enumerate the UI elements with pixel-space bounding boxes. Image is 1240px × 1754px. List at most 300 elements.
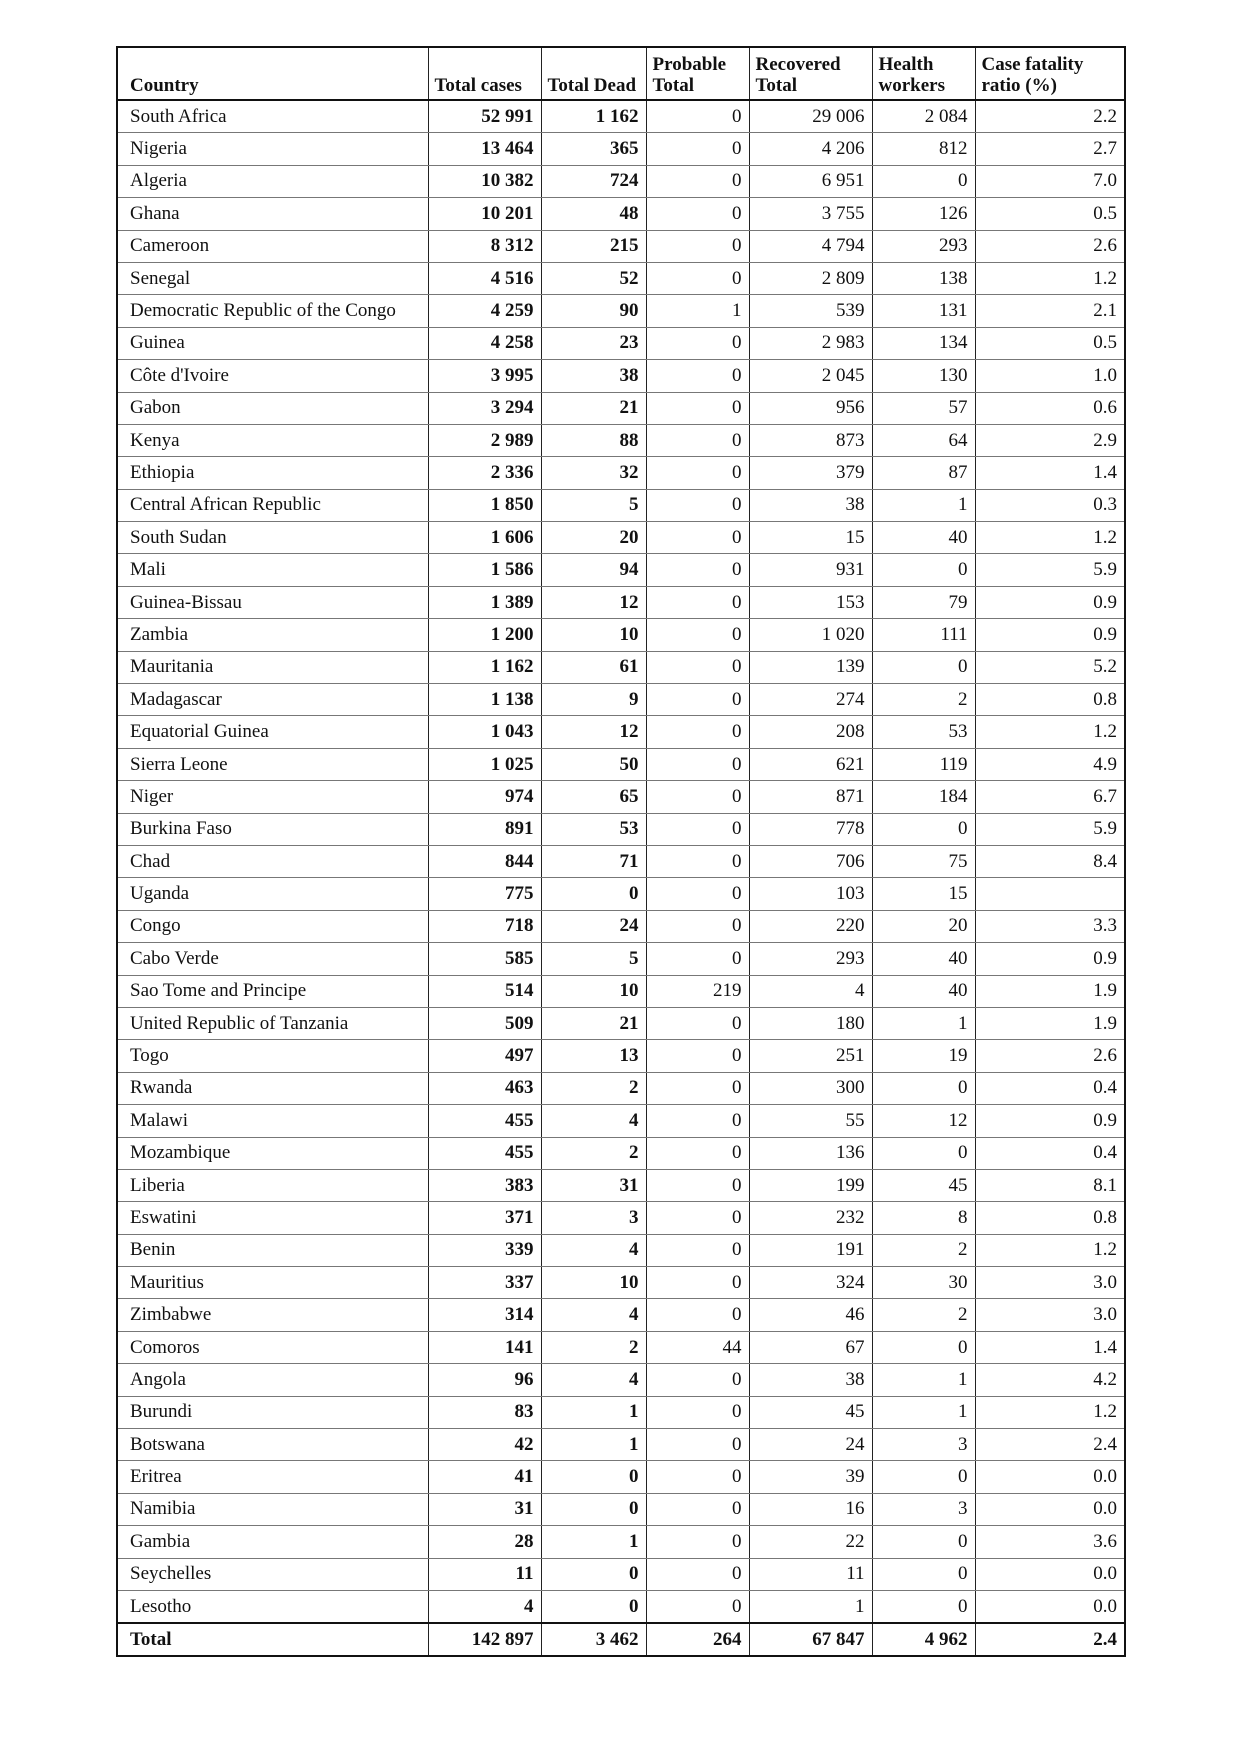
health-workers-cell: 138 [872, 262, 975, 294]
country-cell: Malawi [117, 1105, 428, 1137]
total-cases-cell: 974 [428, 781, 541, 813]
case-fatality-cell: 2.6 [975, 230, 1125, 262]
total-dead-cell: 71 [541, 845, 646, 877]
country-cell: Comoros [117, 1331, 428, 1363]
table-row [117, 651, 1125, 683]
case-fatality-cell: 1.4 [975, 457, 1125, 489]
table-row [117, 1429, 1125, 1461]
total-dead-cell: 2 [541, 1137, 646, 1169]
total-cases-cell: 718 [428, 910, 541, 942]
health-workers-cell: 293 [872, 230, 975, 262]
case-fatality-cell: 0.9 [975, 943, 1125, 975]
total-dead-cell: 61 [541, 651, 646, 683]
probable-total-cell: 0 [646, 262, 749, 294]
case-fatality-cell: 2.4 [975, 1429, 1125, 1461]
recovered-total-cell: 873 [749, 424, 872, 456]
total-dead-cell: 48 [541, 198, 646, 230]
country-cell: Botswana [117, 1429, 428, 1461]
total-cases-cell: 4 [428, 1590, 541, 1623]
total-cases-cell: 31 [428, 1493, 541, 1525]
health-workers-cell: 0 [872, 1558, 975, 1590]
recovered-total-cell: 220 [749, 910, 872, 942]
total-cases-cell: 339 [428, 1234, 541, 1266]
total-dead-value: 3 462 [541, 1623, 646, 1656]
recovered-total-cell: 324 [749, 1267, 872, 1299]
health-workers-cell: 20 [872, 910, 975, 942]
health-workers-cell: 2 [872, 1299, 975, 1331]
probable-total-cell: 0 [646, 910, 749, 942]
recovered-total-cell: 38 [749, 1364, 872, 1396]
recovered-total-cell: 39 [749, 1461, 872, 1493]
health-workers-cell: 53 [872, 716, 975, 748]
country-cell: Eswatini [117, 1202, 428, 1234]
country-cell: Guinea [117, 327, 428, 359]
health-workers-cell: 130 [872, 360, 975, 392]
header-case-fatality-ratio: Case fatality ratio (%) [975, 47, 1125, 100]
table-row [117, 198, 1125, 230]
country-cell: Mauritius [117, 1267, 428, 1299]
recovered-total-cell: 45 [749, 1396, 872, 1428]
case-fatality-cell: 0.9 [975, 586, 1125, 618]
header-country: Country [117, 47, 428, 100]
total-recovered-value: 67 847 [749, 1623, 872, 1656]
country-cell: Central African Republic [117, 489, 428, 521]
table-row [117, 878, 1125, 910]
probable-total-cell: 0 [646, 1234, 749, 1266]
table-row [117, 1558, 1125, 1590]
total-cases-cell: 52 991 [428, 100, 541, 133]
total-dead-cell: 5 [541, 943, 646, 975]
table-row [117, 943, 1125, 975]
recovered-total-cell: 956 [749, 392, 872, 424]
total-dead-cell: 1 [541, 1429, 646, 1461]
country-cell: Angola [117, 1364, 428, 1396]
total-dead-cell: 4 [541, 1364, 646, 1396]
recovered-total-cell: 191 [749, 1234, 872, 1266]
country-cell: Zimbabwe [117, 1299, 428, 1331]
total-label: Total [117, 1623, 428, 1656]
recovered-total-cell: 22 [749, 1526, 872, 1558]
health-workers-cell: 0 [872, 1137, 975, 1169]
table-row [117, 457, 1125, 489]
table-row [117, 1331, 1125, 1363]
health-workers-cell: 64 [872, 424, 975, 456]
probable-total-cell: 0 [646, 943, 749, 975]
total-dead-cell: 2 [541, 1072, 646, 1104]
total-cases-cell: 8 312 [428, 230, 541, 262]
health-workers-cell: 87 [872, 457, 975, 489]
recovered-total-cell: 293 [749, 943, 872, 975]
health-workers-cell: 184 [872, 781, 975, 813]
total-dead-cell: 0 [541, 1493, 646, 1525]
case-fatality-cell: 3.0 [975, 1299, 1125, 1331]
country-cell: United Republic of Tanzania [117, 1007, 428, 1039]
country-cell: Burundi [117, 1396, 428, 1428]
total-dead-cell: 4 [541, 1105, 646, 1137]
total-dead-cell: 1 [541, 1526, 646, 1558]
table-header [117, 47, 1125, 100]
recovered-total-cell: 16 [749, 1493, 872, 1525]
total-cases-cell: 455 [428, 1137, 541, 1169]
total-cases-cell: 497 [428, 1040, 541, 1072]
recovered-total-cell: 4 [749, 975, 872, 1007]
table-row [117, 100, 1125, 133]
recovered-total-cell: 778 [749, 813, 872, 845]
total-cases-cell: 28 [428, 1526, 541, 1558]
probable-total-cell: 0 [646, 327, 749, 359]
total-dead-cell: 1 [541, 1396, 646, 1428]
health-workers-cell: 57 [872, 392, 975, 424]
case-fatality-cell: 0.4 [975, 1137, 1125, 1169]
health-workers-cell: 0 [872, 1461, 975, 1493]
total-dead-cell: 88 [541, 424, 646, 456]
country-cell: South Africa [117, 100, 428, 133]
case-fatality-cell: 0.0 [975, 1461, 1125, 1493]
probable-total-cell: 0 [646, 1040, 749, 1072]
table-row [117, 392, 1125, 424]
country-cell: Sao Tome and Principe [117, 975, 428, 1007]
probable-total-cell: 0 [646, 878, 749, 910]
table-row [117, 489, 1125, 521]
health-workers-cell: 15 [872, 878, 975, 910]
total-dead-cell: 4 [541, 1234, 646, 1266]
total-cases-cell: 3 995 [428, 360, 541, 392]
recovered-total-cell: 931 [749, 554, 872, 586]
table-row [117, 1169, 1125, 1201]
document-page [116, 46, 1124, 1657]
case-fatality-cell: 2.9 [975, 424, 1125, 456]
total-dead-cell: 10 [541, 975, 646, 1007]
total-case-fatality-value: 2.4 [975, 1623, 1125, 1656]
probable-total-cell: 0 [646, 489, 749, 521]
probable-total-cell: 0 [646, 1590, 749, 1623]
total-dead-cell: 50 [541, 748, 646, 780]
country-cell: Mozambique [117, 1137, 428, 1169]
table-row [117, 327, 1125, 359]
health-workers-cell: 45 [872, 1169, 975, 1201]
total-dead-cell: 23 [541, 327, 646, 359]
total-dead-cell: 2 [541, 1331, 646, 1363]
health-workers-cell: 0 [872, 554, 975, 586]
table-row [117, 1040, 1125, 1072]
total-cases-cell: 775 [428, 878, 541, 910]
probable-total-cell: 0 [646, 1493, 749, 1525]
total-dead-cell: 13 [541, 1040, 646, 1072]
country-cell: Gambia [117, 1526, 428, 1558]
case-fatality-cell: 2.7 [975, 133, 1125, 165]
probable-total-cell: 0 [646, 1007, 749, 1039]
country-cell: Madagascar [117, 684, 428, 716]
total-dead-cell: 1 162 [541, 100, 646, 133]
country-cell: South Sudan [117, 522, 428, 554]
total-dead-cell: 12 [541, 586, 646, 618]
recovered-total-cell: 621 [749, 748, 872, 780]
recovered-total-cell: 136 [749, 1137, 872, 1169]
table-row [117, 522, 1125, 554]
health-workers-cell: 0 [872, 813, 975, 845]
total-cases-cell: 514 [428, 975, 541, 1007]
recovered-total-cell: 24 [749, 1429, 872, 1461]
total-cases-cell: 1 025 [428, 748, 541, 780]
health-workers-cell: 40 [872, 943, 975, 975]
recovered-total-cell: 274 [749, 684, 872, 716]
health-workers-cell: 2 084 [872, 100, 975, 133]
case-fatality-cell: 2.2 [975, 100, 1125, 133]
probable-total-cell: 0 [646, 198, 749, 230]
case-fatality-cell: 0.6 [975, 392, 1125, 424]
country-cell: Eritrea [117, 1461, 428, 1493]
table-row [117, 619, 1125, 651]
table-row [117, 1461, 1125, 1493]
total-dead-cell: 31 [541, 1169, 646, 1201]
total-cases-cell: 337 [428, 1267, 541, 1299]
probable-total-cell: 0 [646, 1105, 749, 1137]
table-row [117, 586, 1125, 618]
recovered-total-cell: 2 045 [749, 360, 872, 392]
recovered-total-cell: 1 [749, 1590, 872, 1623]
covid-cases-table [116, 46, 1126, 1657]
table-row [117, 716, 1125, 748]
total-cases-cell: 83 [428, 1396, 541, 1428]
total-cases-cell: 10 201 [428, 198, 541, 230]
total-cases-cell: 371 [428, 1202, 541, 1234]
total-cases-cell: 4 258 [428, 327, 541, 359]
country-cell: Liberia [117, 1169, 428, 1201]
country-cell: Senegal [117, 262, 428, 294]
case-fatality-cell: 2.1 [975, 295, 1125, 327]
case-fatality-cell: 0.4 [975, 1072, 1125, 1104]
table-row [117, 1072, 1125, 1104]
case-fatality-cell: 0.3 [975, 489, 1125, 521]
table-row [117, 1299, 1125, 1331]
table-body [117, 100, 1125, 1623]
recovered-total-cell: 6 951 [749, 165, 872, 197]
recovered-total-cell: 29 006 [749, 100, 872, 133]
probable-total-cell: 0 [646, 1364, 749, 1396]
table-row [117, 748, 1125, 780]
header-recovered-total: Recovered Total [749, 47, 872, 100]
recovered-total-cell: 232 [749, 1202, 872, 1234]
country-cell: Sierra Leone [117, 748, 428, 780]
country-cell: Gabon [117, 392, 428, 424]
total-cases-cell: 383 [428, 1169, 541, 1201]
table-row [117, 262, 1125, 294]
probable-total-cell: 44 [646, 1331, 749, 1363]
total-cases-cell: 4 516 [428, 262, 541, 294]
total-cases-cell: 1 138 [428, 684, 541, 716]
health-workers-cell: 131 [872, 295, 975, 327]
health-workers-cell: 0 [872, 1526, 975, 1558]
recovered-total-cell: 38 [749, 489, 872, 521]
total-row [117, 1623, 1125, 1656]
table-row [117, 554, 1125, 586]
table-row [117, 975, 1125, 1007]
total-dead-cell: 0 [541, 1461, 646, 1493]
health-workers-cell: 1 [872, 1007, 975, 1039]
probable-total-cell: 0 [646, 1396, 749, 1428]
total-cases-cell: 4 259 [428, 295, 541, 327]
total-cases-cell: 509 [428, 1007, 541, 1039]
probable-total-cell: 0 [646, 522, 749, 554]
health-workers-cell: 8 [872, 1202, 975, 1234]
probable-total-cell: 0 [646, 1137, 749, 1169]
health-workers-cell: 0 [872, 651, 975, 683]
country-cell: Ethiopia [117, 457, 428, 489]
total-cases-cell: 1 200 [428, 619, 541, 651]
health-workers-cell: 40 [872, 522, 975, 554]
total-dead-cell: 215 [541, 230, 646, 262]
table-row [117, 133, 1125, 165]
health-workers-cell: 2 [872, 1234, 975, 1266]
case-fatality-cell: 3.6 [975, 1526, 1125, 1558]
health-workers-cell: 126 [872, 198, 975, 230]
total-cases-cell: 10 382 [428, 165, 541, 197]
recovered-total-cell: 180 [749, 1007, 872, 1039]
probable-total-cell: 0 [646, 1202, 749, 1234]
total-dead-cell: 90 [541, 295, 646, 327]
case-fatality-cell: 0.5 [975, 327, 1125, 359]
country-cell: Ghana [117, 198, 428, 230]
health-workers-cell: 1 [872, 1396, 975, 1428]
header-row [117, 47, 1125, 100]
total-dead-cell: 10 [541, 1267, 646, 1299]
probable-total-cell: 0 [646, 1299, 749, 1331]
probable-total-cell: 0 [646, 230, 749, 262]
probable-total-cell: 0 [646, 845, 749, 877]
total-cases-value: 142 897 [428, 1623, 541, 1656]
probable-total-cell: 0 [646, 1072, 749, 1104]
recovered-total-cell: 153 [749, 586, 872, 618]
case-fatality-cell: 0.9 [975, 1105, 1125, 1137]
country-cell: Nigeria [117, 133, 428, 165]
recovered-total-cell: 139 [749, 651, 872, 683]
country-cell: Mauritania [117, 651, 428, 683]
country-cell: Burkina Faso [117, 813, 428, 845]
case-fatality-cell: 0.8 [975, 1202, 1125, 1234]
total-cases-cell: 463 [428, 1072, 541, 1104]
total-dead-cell: 9 [541, 684, 646, 716]
total-dead-cell: 38 [541, 360, 646, 392]
recovered-total-cell: 2 809 [749, 262, 872, 294]
table-row [117, 295, 1125, 327]
probable-total-cell: 0 [646, 1526, 749, 1558]
case-fatality-cell: 0.8 [975, 684, 1125, 716]
country-cell: Rwanda [117, 1072, 428, 1104]
probable-total-cell: 0 [646, 716, 749, 748]
case-fatality-cell: 5.9 [975, 554, 1125, 586]
recovered-total-cell: 539 [749, 295, 872, 327]
total-dead-cell: 0 [541, 878, 646, 910]
header-health-workers: Health workers [872, 47, 975, 100]
total-cases-cell: 1 043 [428, 716, 541, 748]
total-dead-cell: 365 [541, 133, 646, 165]
health-workers-cell: 0 [872, 1072, 975, 1104]
total-health-workers-value: 4 962 [872, 1623, 975, 1656]
total-cases-cell: 11 [428, 1558, 541, 1590]
table-row [117, 1234, 1125, 1266]
case-fatality-cell: 8.1 [975, 1169, 1125, 1201]
country-cell: Equatorial Guinea [117, 716, 428, 748]
probable-total-cell: 0 [646, 424, 749, 456]
total-cases-cell: 3 294 [428, 392, 541, 424]
table-row [117, 813, 1125, 845]
recovered-total-cell: 706 [749, 845, 872, 877]
health-workers-cell: 111 [872, 619, 975, 651]
case-fatality-cell: 1.2 [975, 522, 1125, 554]
table-row [117, 1137, 1125, 1169]
case-fatality-cell: 1.2 [975, 1396, 1125, 1428]
total-cases-cell: 41 [428, 1461, 541, 1493]
health-workers-cell: 812 [872, 133, 975, 165]
case-fatality-cell: 0.5 [975, 198, 1125, 230]
country-cell: Côte d'Ivoire [117, 360, 428, 392]
case-fatality-cell: 7.0 [975, 165, 1125, 197]
health-workers-cell: 40 [872, 975, 975, 1007]
case-fatality-cell: 0.0 [975, 1590, 1125, 1623]
total-cases-cell: 96 [428, 1364, 541, 1396]
table-footer [117, 1623, 1125, 1656]
case-fatality-cell: 1.0 [975, 360, 1125, 392]
total-dead-cell: 21 [541, 1007, 646, 1039]
probable-total-cell: 0 [646, 165, 749, 197]
table-row [117, 781, 1125, 813]
recovered-total-cell: 251 [749, 1040, 872, 1072]
health-workers-cell: 1 [872, 1364, 975, 1396]
table-row [117, 1396, 1125, 1428]
total-dead-cell: 24 [541, 910, 646, 942]
probable-total-cell: 0 [646, 684, 749, 716]
table-row [117, 684, 1125, 716]
country-cell: Cabo Verde [117, 943, 428, 975]
country-cell: Cameroon [117, 230, 428, 262]
probable-total-cell: 0 [646, 1429, 749, 1461]
health-workers-cell: 75 [872, 845, 975, 877]
recovered-total-cell: 2 983 [749, 327, 872, 359]
recovered-total-cell: 4 206 [749, 133, 872, 165]
total-probable-value: 264 [646, 1623, 749, 1656]
country-cell: Chad [117, 845, 428, 877]
health-workers-cell: 1 [872, 489, 975, 521]
total-dead-cell: 32 [541, 457, 646, 489]
probable-total-cell: 0 [646, 1461, 749, 1493]
probable-total-cell: 0 [646, 554, 749, 586]
country-cell: Democratic Republic of the Congo [117, 295, 428, 327]
case-fatality-cell: 1.4 [975, 1331, 1125, 1363]
total-dead-cell: 94 [541, 554, 646, 586]
country-cell: Algeria [117, 165, 428, 197]
table-row [117, 1105, 1125, 1137]
health-workers-cell: 134 [872, 327, 975, 359]
country-cell: Uganda [117, 878, 428, 910]
recovered-total-cell: 55 [749, 1105, 872, 1137]
total-cases-cell: 844 [428, 845, 541, 877]
header-total-dead: Total Dead [541, 47, 646, 100]
total-cases-cell: 13 464 [428, 133, 541, 165]
total-cases-cell: 42 [428, 1429, 541, 1461]
case-fatality-cell: 0.9 [975, 619, 1125, 651]
total-cases-cell: 1 162 [428, 651, 541, 683]
header-probable-total: Probable Total [646, 47, 749, 100]
header-total-cases: Total cases [428, 47, 541, 100]
recovered-total-cell: 871 [749, 781, 872, 813]
health-workers-cell: 119 [872, 748, 975, 780]
table-row [117, 165, 1125, 197]
table-row [117, 1267, 1125, 1299]
case-fatality-cell: 5.9 [975, 813, 1125, 845]
health-workers-cell: 12 [872, 1105, 975, 1137]
country-cell: Lesotho [117, 1590, 428, 1623]
total-dead-cell: 0 [541, 1590, 646, 1623]
